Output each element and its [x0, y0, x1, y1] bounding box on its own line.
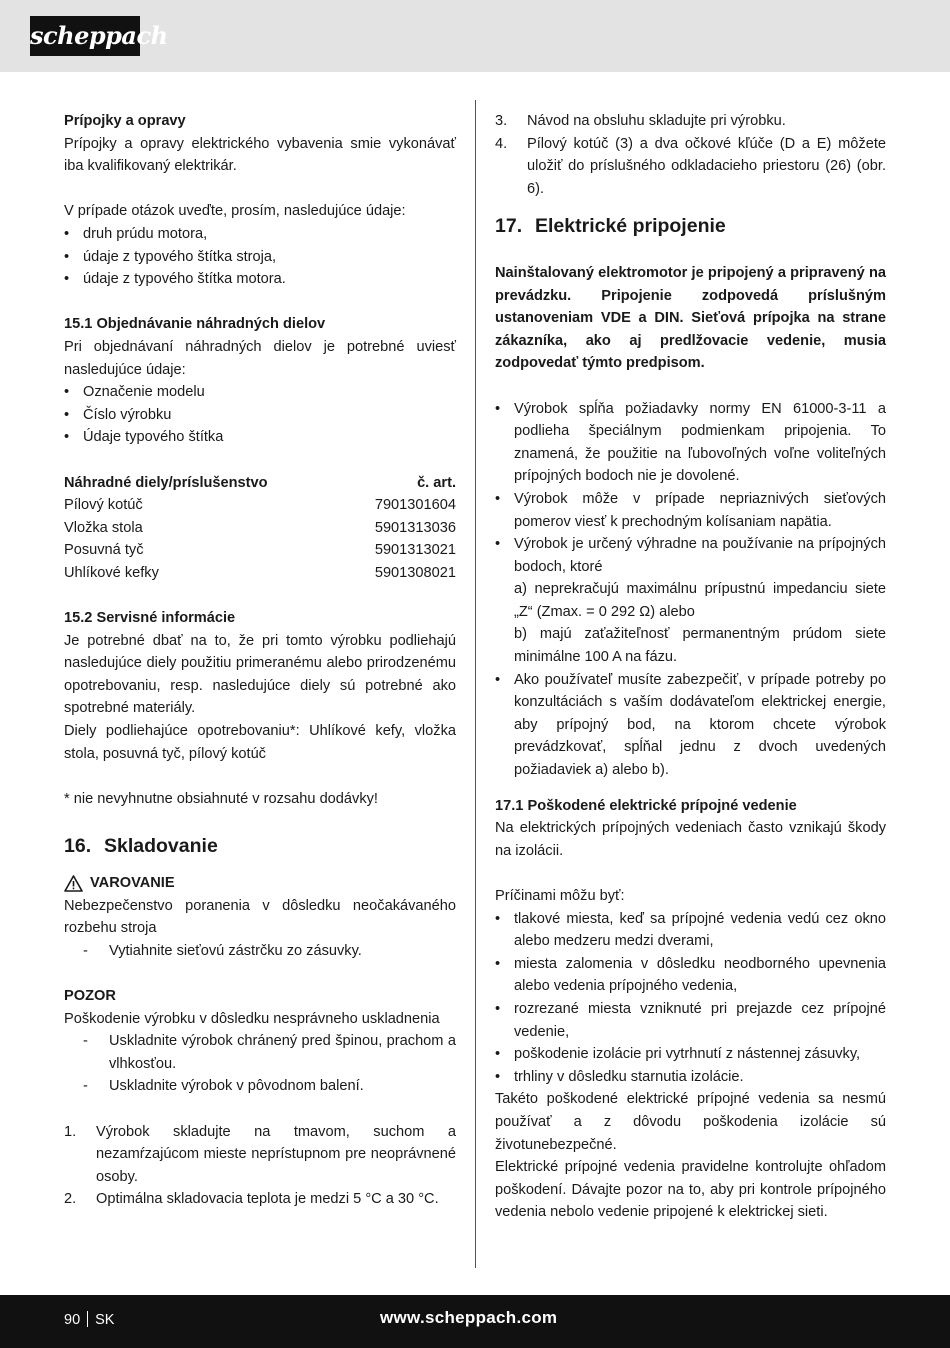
part-art: 7901301604 [374, 497, 456, 514]
language-code: SK [95, 1312, 115, 1328]
causes-list [495, 908, 886, 1089]
right-column [495, 110, 886, 1224]
part-art: 5901308021 [374, 564, 456, 581]
caution-instruction: - Uskladnite výrobok v pôvodnom balení. [83, 1078, 364, 1095]
section-title: Skladovanie [104, 835, 218, 857]
list-item: • Označenie modelu [64, 381, 456, 404]
part-name: Vložka stola [64, 519, 143, 536]
page-indicator [64, 1311, 114, 1328]
list-item: • údaje z typového štítka stroja, [64, 246, 456, 269]
column-divider [475, 100, 476, 1268]
warning-triangle-icon [64, 875, 83, 892]
table-row [64, 539, 456, 562]
list-item: • údaje z typového štítka motora. [64, 268, 456, 291]
caution-text: Poškodenie výrobku v dôsledku nesprávneho uskladnenia [64, 1010, 440, 1027]
order-data-list [64, 381, 456, 449]
part-name: Uhlíkové kefky [64, 564, 159, 581]
parts-header-art: č. art. [417, 474, 456, 491]
part-name: Pílový kotúč [64, 497, 143, 514]
section-17-heading [495, 213, 886, 239]
causes-intro: Príčinami môžu byť: [495, 888, 625, 904]
list-item: • rozrezané miesta vzniknuté pri prejazde cez prípojné vedenie, [495, 998, 886, 1043]
warning-instruction: - Vytiahnite sieťovú zástrčku zo zásuvky. [83, 942, 362, 959]
table-row [64, 517, 456, 540]
list-item: • Výrobok môže v prípade nepriaznivých sieťových pomerov viesť k prechodným kolísaniam napätia. [495, 488, 886, 533]
warning-heading [64, 872, 456, 895]
part-name: Posuvná tyč [64, 542, 144, 559]
list-item: • Číslo výrobku [64, 404, 456, 427]
section-15-1-title: 15.1 Objednávanie náhradných dielov [64, 316, 326, 333]
left-column [64, 110, 456, 1211]
caution-title: POZOR [64, 987, 116, 1004]
repairs-text: Prípojky a opravy elektrického vybavenia smie vykonávať iba kvalifikovaný elektrikár. [64, 135, 456, 175]
section-15-1-text: Pri objednávaní náhradných dielov je potrebné uviesť nasledujúce údaje: [64, 338, 456, 378]
section-17-1-title: 17.1 Poškodené elektrické prípojné vedenie [495, 797, 797, 814]
storage-step: 3. Návod na obsluhu skladujte pri výrobku. [495, 113, 786, 129]
storage-step: 4. Pílový kotúč (3) a dva očkové kľúče (D a E) môžete uložiť do príslušného odkladacieho priestoru (26) (obr. 6). [495, 135, 886, 197]
section-number: 16. [64, 835, 92, 857]
list-item: • Údaje typového štítka [64, 426, 456, 449]
section-15-2-title: 15.2 Servisné informácie [64, 610, 236, 627]
part-art: 5901313021 [374, 542, 456, 559]
section-number: 17. [495, 215, 523, 238]
table-row [64, 494, 456, 517]
connection-list [495, 398, 886, 782]
wear-parts-text: Diely podliehajúce opotrebovaniu*: Uhlíkové kefy, vložka stola, posuvná tyč, pílový kotúč [64, 723, 456, 762]
list-item: • Ako používateľ musíte zabezpečiť, v prípade potreby po konzultáciách s vaším dodávateľom elektrickej energie, aby prípojný bod, na ktorom chcete výrobok prevádzkovať, spĺňal jednu z dvoch uvedených požiadaviek a) alebo b). [495, 669, 886, 782]
list-item: • Výrobok je určený výhradne na používanie na prípojných bodoch, ktoré a) neprekračujú maximálnu prípustnú impedanciu siete „Z“ (Zmax. = 0 292 Ω) alebo b) majú zaťažiteľnosť permanentným prúdom siete minimálne 100 A na fázu. [495, 533, 886, 669]
list-item: • Výrobok spĺňa požiadavky normy EN 61000-3-11 a podlieha špeciálnym podmienkam pripojenia. To znamená, že použitie na ľubovoľných voľne voliteľných prípojných bodoch nie je dovolené. [495, 398, 886, 488]
website-link[interactable]: www.scheppach.com [380, 1308, 558, 1327]
header-band [0, 0, 950, 72]
connection-intro: Nainštalovaný elektromotor je pripojený a pripravený na prevádzku. Pripojenie zodpovedá príslušným ustanoveniam VDE a DIN. Sieťová prípojka na strane zákazníka, ako aj predlžovacie vedenie, musia zodpovedať týmto predpisom. [495, 264, 886, 372]
list-item: • trhliny v dôsledku starnutia izolácie. [495, 1066, 886, 1089]
caution-instruction: - Uskladnite výrobok chránený pred špinou, prachom a vlhkosťou. [83, 1033, 456, 1072]
repairs-title: Prípojky a opravy [64, 113, 186, 129]
warning-text: Nebezpečenstvo poranenia v dôsledku neočakávaného rozbehu stroja [64, 897, 456, 937]
list-item: • miesta zalomenia v dôsledku neodborného upevnenia alebo vedenia prípojného vedenia, [495, 953, 886, 998]
warning-label: VAROVANIE [90, 875, 175, 891]
storage-step: 2. Optimálna skladovacia teplota je medzi 5 °C a 30 °C. [64, 1191, 439, 1208]
footnote: * nie nevyhnutne obsiahnuté v rozsahu dodávky! [64, 790, 378, 807]
list-item: • poškodenie izolácie pri vytrhnutí z nástennej zásuvky, [495, 1043, 886, 1066]
parts-table-header [64, 472, 456, 495]
closing-text: Takéto poškodené elektrické prípojné vedenia sa nesmú používať a z dôvodu poškodenia izolácie sú životunebezpečné. [495, 1091, 886, 1153]
parts-table [64, 472, 456, 585]
section-15-2-text: Je potrebné dbať na to, že pri tomto výrobku podliehajú nasledujúce diely použitiu primeranému alebo prirodzenému opotrebovaniu, resp. nasledujúce diely sú potrebné ako spotrebné materiály. [64, 632, 456, 717]
page-number: 90 [64, 1312, 81, 1328]
table-row [64, 562, 456, 585]
list-item: • tlakové miesta, keď sa prípojné vedenia vedú cez okno alebo medzeru medzi dverami, [495, 908, 886, 953]
questions-intro: V prípade otázok uveďte, prosím, nasledujúce údaje: [64, 203, 406, 220]
section-title: Elektrické pripojenie [535, 215, 726, 238]
footer-bar [0, 1295, 950, 1348]
section-17-1-text: Na elektrických prípojných vedeniach často vznikajú škody na izolácii. [495, 820, 886, 859]
parts-header-name: Náhradné diely/príslušenstvo [64, 474, 268, 491]
part-art: 5901313036 [374, 519, 456, 536]
storage-step: 1. Výrobok skladujte na tmavom, suchom a nezamŕzajúcom mieste neprístupnom pre neoprávnené osoby. [64, 1123, 456, 1185]
questions-list [64, 223, 456, 291]
inspection-text: Elektrické prípojné vedenia pravidelne kontrolujte ohľadom poškodení. Dávajte pozor na to, aby pri kontrole prípojného vedenia nebolo vedenie pripojené k elektrickej sieti. [495, 1159, 886, 1221]
list-item: • druh prúdu motora, [64, 223, 456, 246]
section-16-heading [64, 833, 456, 859]
brand-logo: scheppach [30, 16, 140, 56]
